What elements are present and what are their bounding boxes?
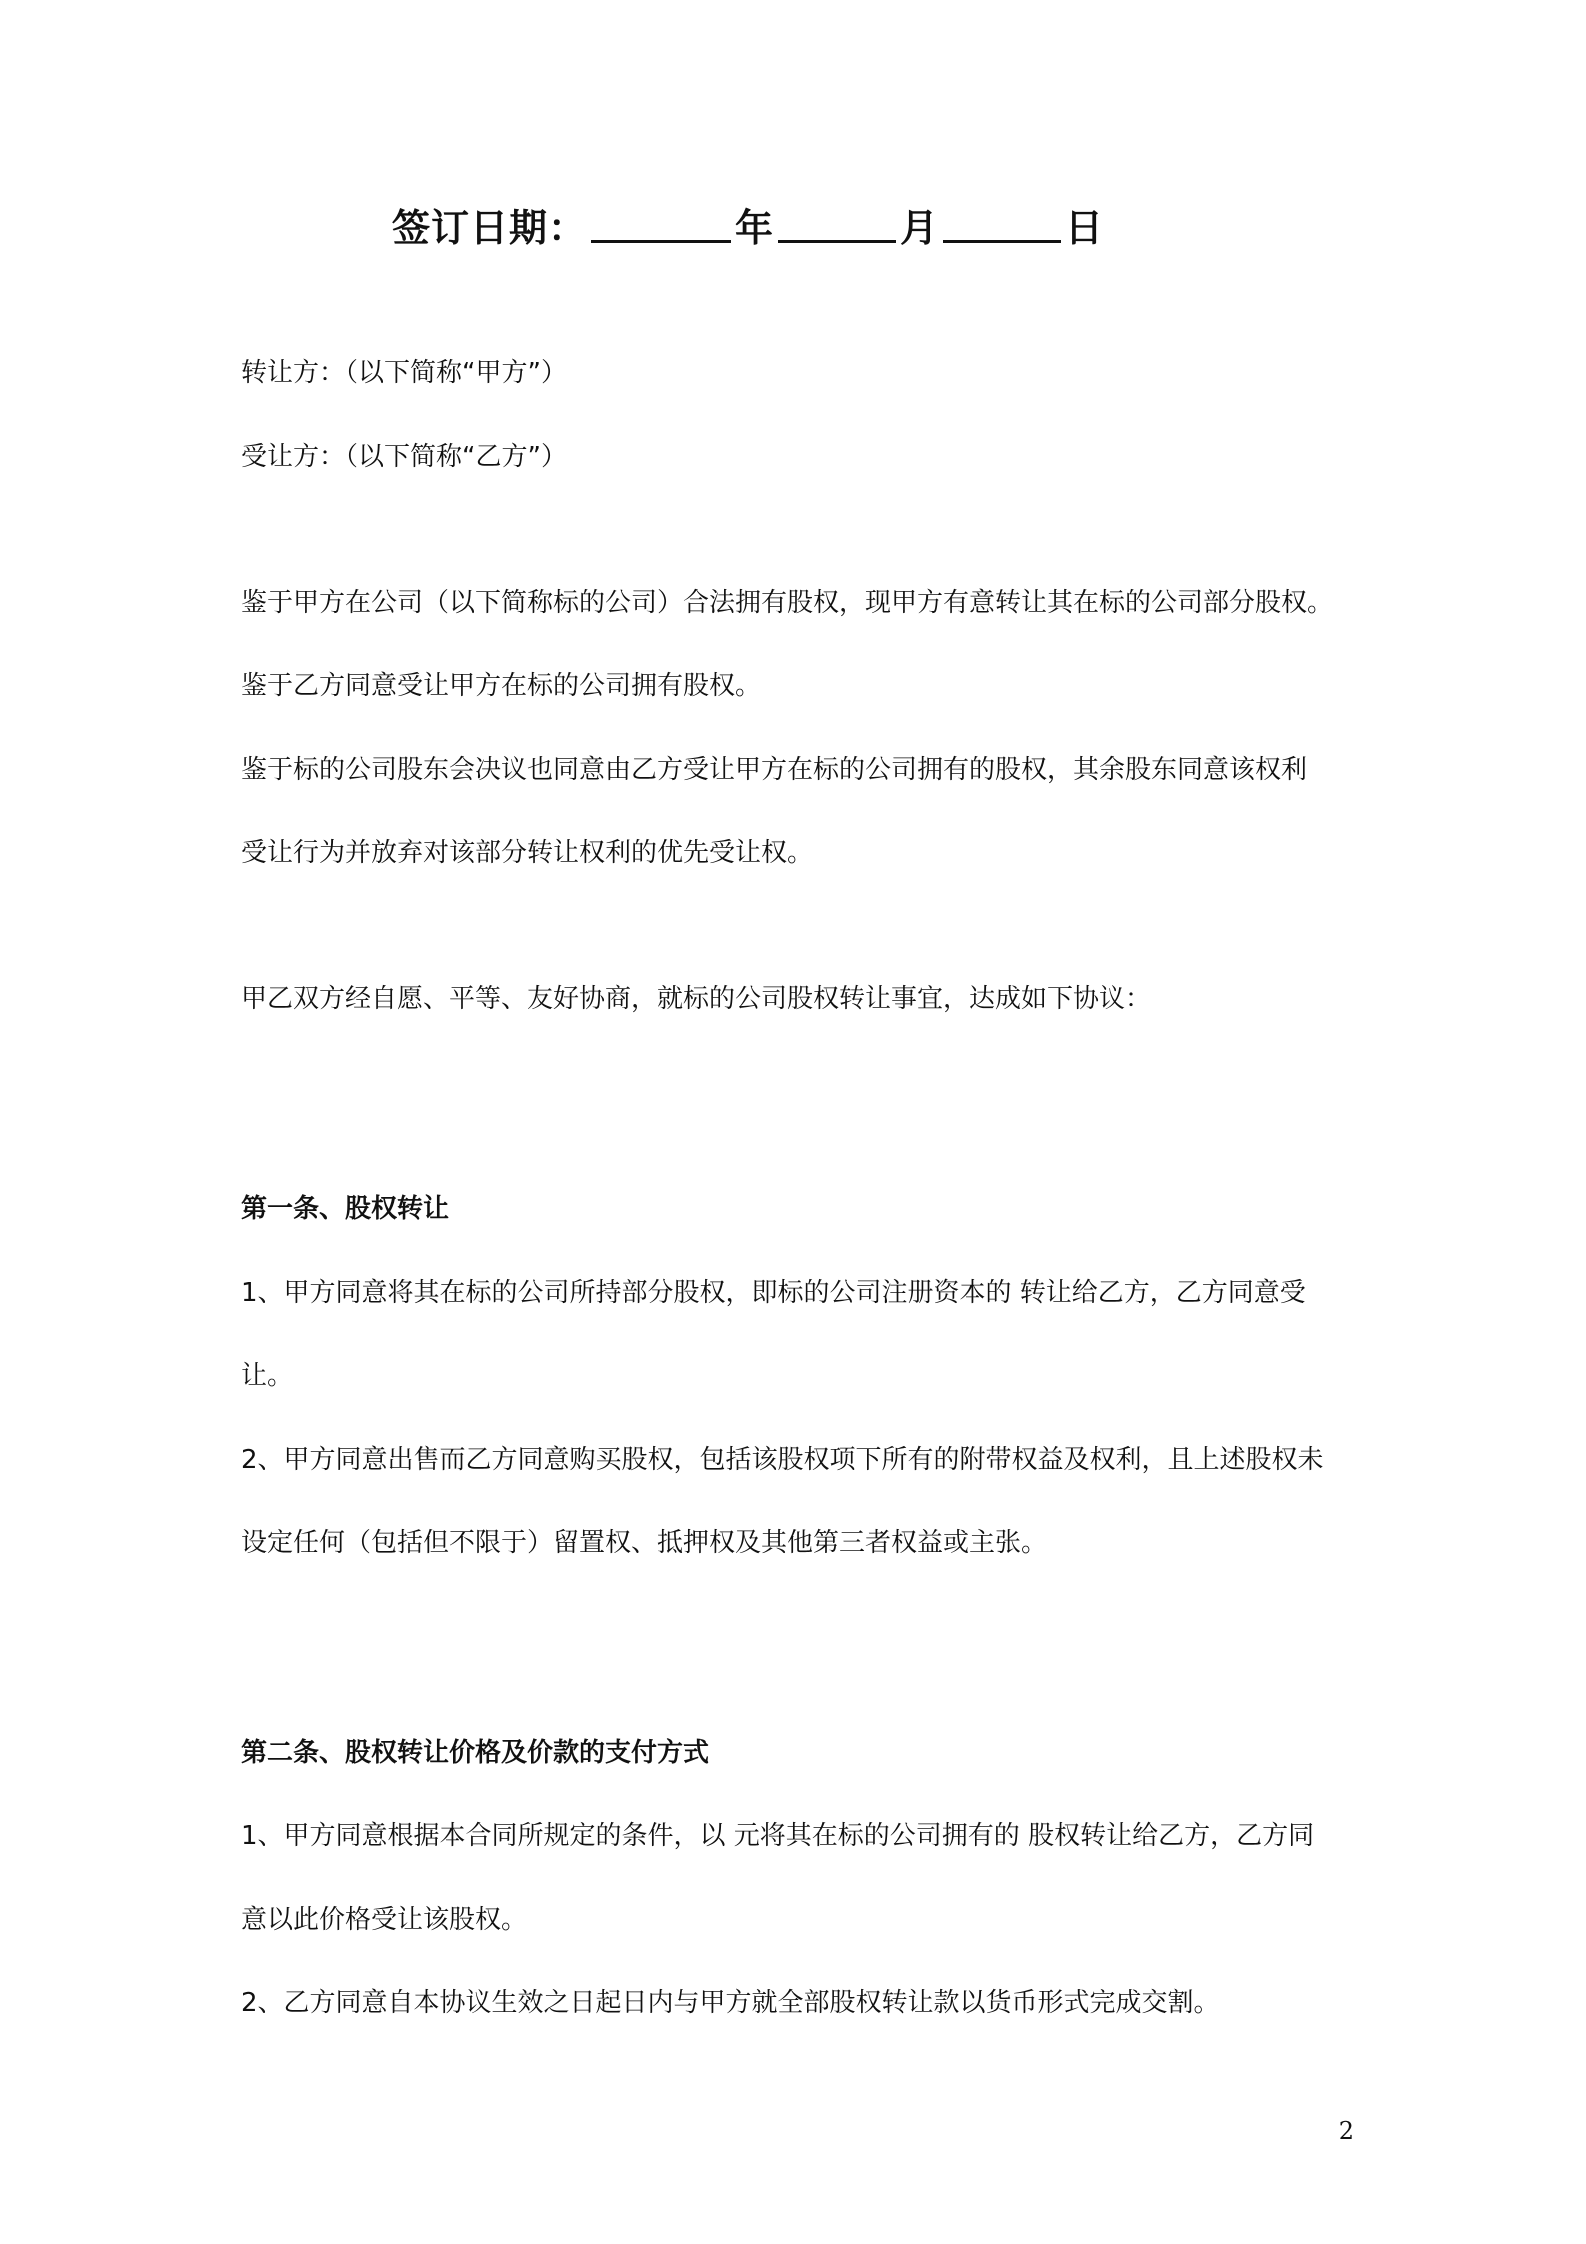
recital-line: 鉴于乙方同意受让甲方在标的公司拥有股权。 [241,671,762,701]
recital-line: 受让行为并放弃对该部分转让权利的优先受让权。 [241,838,814,868]
day-label: 日 [1065,206,1105,250]
month-blank [778,200,896,243]
page-number: 2 [1338,2117,1354,2145]
transferor-line: 转让方：（以下简称“甲方”） [241,358,567,388]
day-blank [943,200,1061,243]
signing-date-label: 签订日期： [392,206,588,250]
article2-line: 意以此价格受让该股权。 [241,1905,528,1935]
article2-line: 2、乙方同意自本协议生效之日起日内与甲方就全部股权转让款以货币形式完成交割。 [241,1988,1220,2018]
article1-line: 让。 [241,1361,294,1391]
article2-heading: 第二条、股权转让价格及价款的支付方式 [241,1738,710,1768]
article1-line: 1、甲方同意将其在标的公司所持部分股权，即标的公司注册资本的 转让给乙方，乙方同意受 [241,1278,1306,1308]
recital-line: 鉴于甲方在公司（以下简称标的公司）合法拥有股权，现甲方有意转让其在标的公司部分股权。 [241,588,1334,618]
recital-line: 鉴于标的公司股东会决议也同意由乙方受让甲方在标的公司拥有的股权，其余股东同意该权利 [241,755,1308,785]
transferee-line: 受让方：（以下简称“乙方”） [241,442,567,472]
article1-heading: 第一条、股权转让 [241,1194,450,1224]
article1-line: 2、甲方同意出售而乙方同意购买股权，包括该股权项下所有的附带权益及权利，且上述股权未 [241,1445,1324,1475]
year-blank [591,200,731,243]
month-label: 月 [900,206,940,250]
signing-date-title [392,200,1104,256]
year-label: 年 [735,206,775,250]
agreement-intro: 甲乙双方经自愿、平等、友好协商，就标的公司股权转让事宜，达成如下协议： [241,984,1152,1014]
article1-line: 设定任何（包括但不限于）留置权、抵押权及其他第三者权益或主张。 [241,1528,1048,1558]
article2-line: 1、甲方同意根据本合同所规定的条件，以 元将其在标的公司拥有的 股权转让给乙方，乙方同 [241,1821,1315,1851]
